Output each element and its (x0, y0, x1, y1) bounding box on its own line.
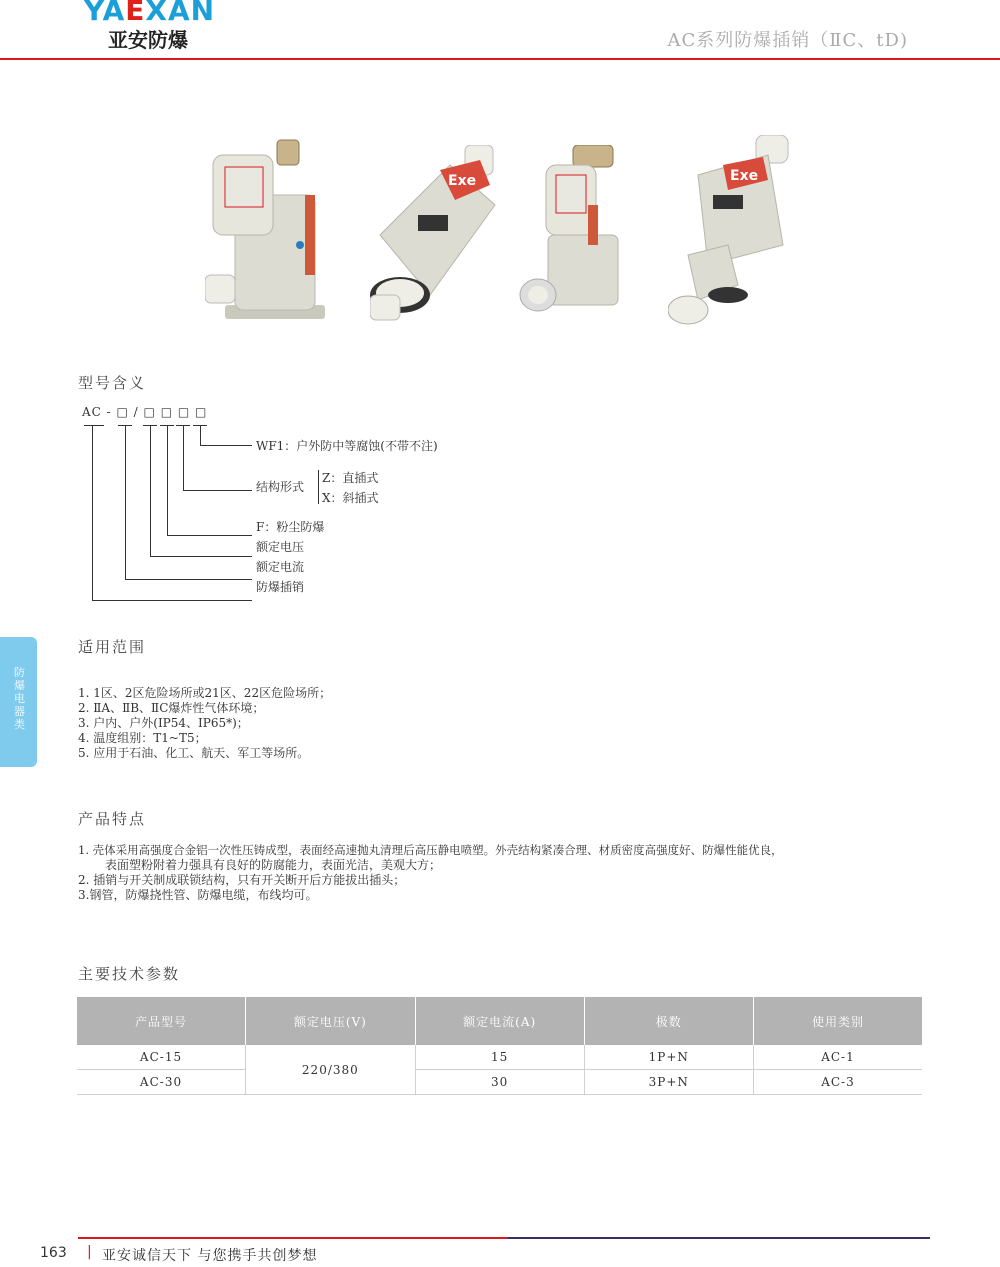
section-title-model-meaning: 型号含义 (78, 374, 147, 392)
footer-slogan: 亚安诚信天下 与您携手共创梦想 (102, 1248, 318, 1264)
table-cell: 30 (415, 1070, 584, 1095)
table-row (77, 1045, 922, 1070)
diagram-line (183, 425, 184, 490)
table-header: 使用类别 (753, 997, 922, 1045)
list-item: 1. 壳体采用高强度合金铝一次性压铸成型，表面经高速抛丸清理后高压静电喷塑。外壳结构紧凑合理、材质密度高强度好、防爆性能优良， (78, 843, 783, 857)
table-cell: AC-15 (77, 1045, 246, 1070)
table-cell: AC-1 (753, 1045, 922, 1070)
header-divider (0, 58, 1000, 60)
page-title: AC系列防爆插销（ⅡC、tD) (667, 30, 908, 51)
list-item: 5. 应用于石油、化工、航天、军工等场所。 (78, 746, 310, 760)
table-cell: AC-3 (753, 1070, 922, 1095)
scope-list (78, 686, 331, 761)
diagram-line (125, 425, 126, 579)
footer-divider-red (78, 1237, 508, 1239)
product-image-4 (668, 135, 798, 330)
label-f: F：粉尘防爆 (256, 520, 325, 534)
table-cell: 3P+N (584, 1070, 753, 1095)
list-item: 2. 插销与开关制成联锁结构，只有开关断开后方能拔出插头； (78, 873, 406, 887)
diagram-line (92, 600, 252, 601)
label-voltage: 额定电压 (256, 540, 305, 554)
footer-divider-purple (508, 1237, 930, 1239)
table-cell: 220/380 (246, 1045, 416, 1095)
table-cell: 1P+N (584, 1045, 753, 1070)
diagram-line (150, 556, 252, 557)
exe-badge-1: Exe (448, 173, 477, 189)
list-item: 2. ⅡA、ⅡB、ⅡC爆炸性气体环境； (78, 701, 265, 715)
product-image-1 (205, 135, 335, 330)
section-title-features: 产品特点 (78, 810, 147, 828)
side-category-label: 防爆电器类 (14, 666, 25, 731)
label-wf1: WF1：户外防中等腐蚀(不带不注) (256, 439, 438, 453)
table-header: 产品型号 (77, 997, 246, 1045)
label-plug: 防爆插销 (256, 580, 305, 594)
logo-text (84, 0, 215, 27)
product-image-2 (370, 145, 500, 330)
table-header: 额定电流(A) (415, 997, 584, 1045)
table-row (77, 1070, 922, 1095)
diagram-line (150, 425, 151, 556)
list-item: 3.钢管，防爆挠性管、防爆电缆，布线均可。 (78, 888, 318, 902)
diagram-line (125, 579, 252, 580)
diagram-line (84, 425, 104, 426)
table-header: 极数 (584, 997, 753, 1045)
diagram-line (183, 490, 252, 491)
spec-table (77, 997, 922, 1095)
list-item: 3. 户内、户外(IP54、IP65*)； (78, 716, 249, 730)
table-header: 额定电压(V) (246, 997, 416, 1045)
diagram-bracket (318, 470, 319, 504)
table-header-row (77, 997, 922, 1045)
diagram-line (92, 425, 93, 600)
page-number: 163 (40, 1245, 67, 1261)
diagram-line (167, 425, 168, 535)
list-item: 表面塑粉附着力强具有良好的防腐能力，表面光洁，美观大方； (105, 858, 442, 872)
label-x: X：斜插式 (322, 491, 379, 505)
features-list (78, 843, 978, 903)
section-title-scope: 适用范围 (78, 638, 147, 656)
exe-badge-2: Exe (730, 168, 759, 184)
model-code: AC - □ / □ □ □ □ (82, 405, 208, 419)
table-cell: 15 (415, 1045, 584, 1070)
list-item: 1. 1区、2区危险场所或21区、22区危险场所； (78, 686, 332, 700)
logo-wordmark: YAEXAN (84, 0, 216, 27)
footer-separator: | (87, 1244, 92, 1260)
diagram-line (200, 445, 252, 446)
label-z: Z：直插式 (322, 471, 379, 485)
section-title-specs: 主要技术参数 (78, 965, 181, 983)
label-current: 额定电流 (256, 560, 305, 574)
product-image-3 (518, 145, 628, 325)
logo-chinese: 亚安防爆 (108, 28, 188, 52)
diagram-line (200, 425, 201, 445)
diagram-line (167, 535, 252, 536)
list-item: 4. 温度组别：T1~T5； (78, 731, 207, 745)
table-cell: AC-30 (77, 1070, 246, 1095)
label-structure: 结构形式 (256, 480, 305, 494)
